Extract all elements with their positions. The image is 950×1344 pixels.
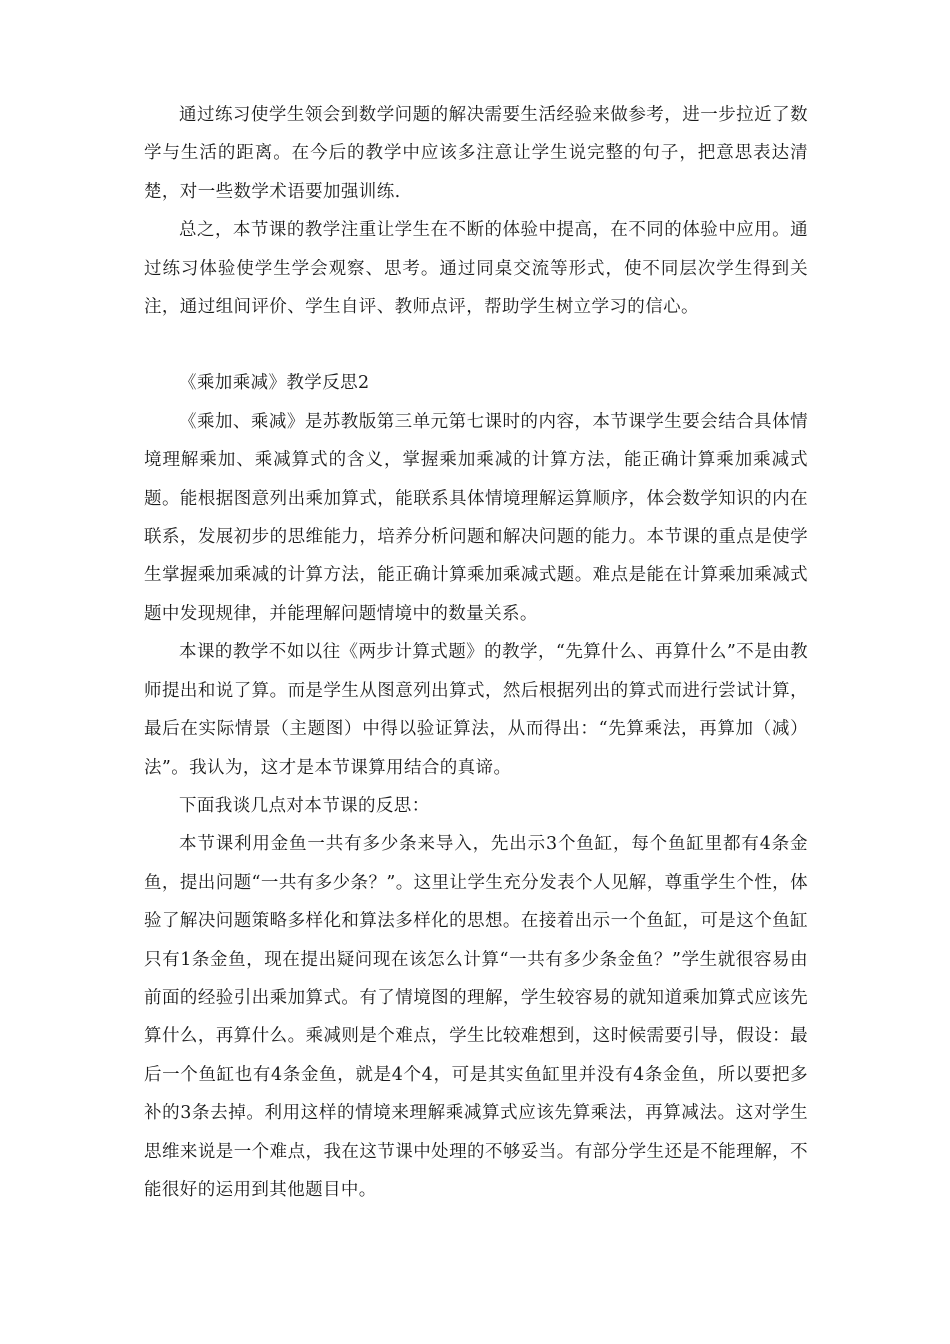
paragraph-teaching-approach: 本课的教学不如以往《两步计算式题》的教学，“先算什么、再算什么”不是由教师提出和说了算。而是学生从图意列出算式，然后根据列出的算式而进行尝试计算，最后在实际情景（主题图）中得以验证算法，从而得出：“先算乘法，再算加（减）法”。我认为，这才是本节课算用结合的真谛。 xyxy=(144,642,808,778)
paragraph-summary: 总之，本节课的教学注重让学生在不断的体验中提高，在不同的体验中应用。通过练习体验使学生学会观察、思考。通过同桌交流等形式，使不同层次学生得到关注，通过组间评价、学生自评、教师点评，帮助学生树立学习的信心。 xyxy=(144,220,808,318)
section-title: 《乘加乘减》教学反思2 xyxy=(179,373,370,394)
paragraph-intro: 《乘加、乘减》是苏教版第三单元第七课时的内容，本节课学生要会结合具体情境理解乘加、乘减算式的含义，掌握乘加乘减的计算方法，能正确计算乘加乘减式题。能根据图意列出乘加算式，能联系具体情境理解运算顺序，体会数学知识的内在联系，发展初步的思维能力，培养分析问题和解决问题的能力。本节课的重点是使学生掌握乘加乘减的计算方法，能正确计算乘加乘减式题。难点是能在计算乘加乘减式题中发现规律，并能理解问题情境中的数量关系。 xyxy=(144,411,808,624)
paragraph-practice: 通过练习使学生领会到数学问题的解决需要生活经验来做参考，进一步拉近了数学与生活的距离。在今后的教学中应该多注意让学生说完整的句子，把意思表达清楚，对一些数学术语要加强训练. xyxy=(144,105,808,202)
paragraph-goldfish-example: 本节课利用金鱼一共有多少条来导入，先出示3个鱼缸，每个鱼缸里都有4条金鱼，提出问题“一共有多少条？”。这里让学生充分发表个人见解，尊重学生个性，体验了解决问题策略多样化和算法多样化的思想。在接着出示一个鱼缸，可是这个鱼缸只有1条金鱼，现在提出疑问现在该怎么计算“一共有多少条金鱼？”学生就很容易由前面的经验引出乘加算式。有了情境图的理解，学生较容易的就知道乘加算式应该先算什么，再算什么。乘减则是个难点，学生比较难想到，这时候需要引导，假设：最后一个鱼缸也有4条金鱼，就是4个4，可是其实鱼缸里并没有4条金鱼，所以要把多补的3条去掉。利用这样的情境来理解乘减算式应该先算乘法，再算减法。这对学生思维来说是一个难点，我在这节课中处理的不够妥当。有部分学生还是不能理解，不能很好的运用到其他题目中。 xyxy=(144,834,808,1200)
document-page xyxy=(144,96,808,1209)
paragraph-reflection-lead: 下面我谈几点对本节课的反思： xyxy=(179,795,430,816)
section-gap xyxy=(144,326,808,364)
